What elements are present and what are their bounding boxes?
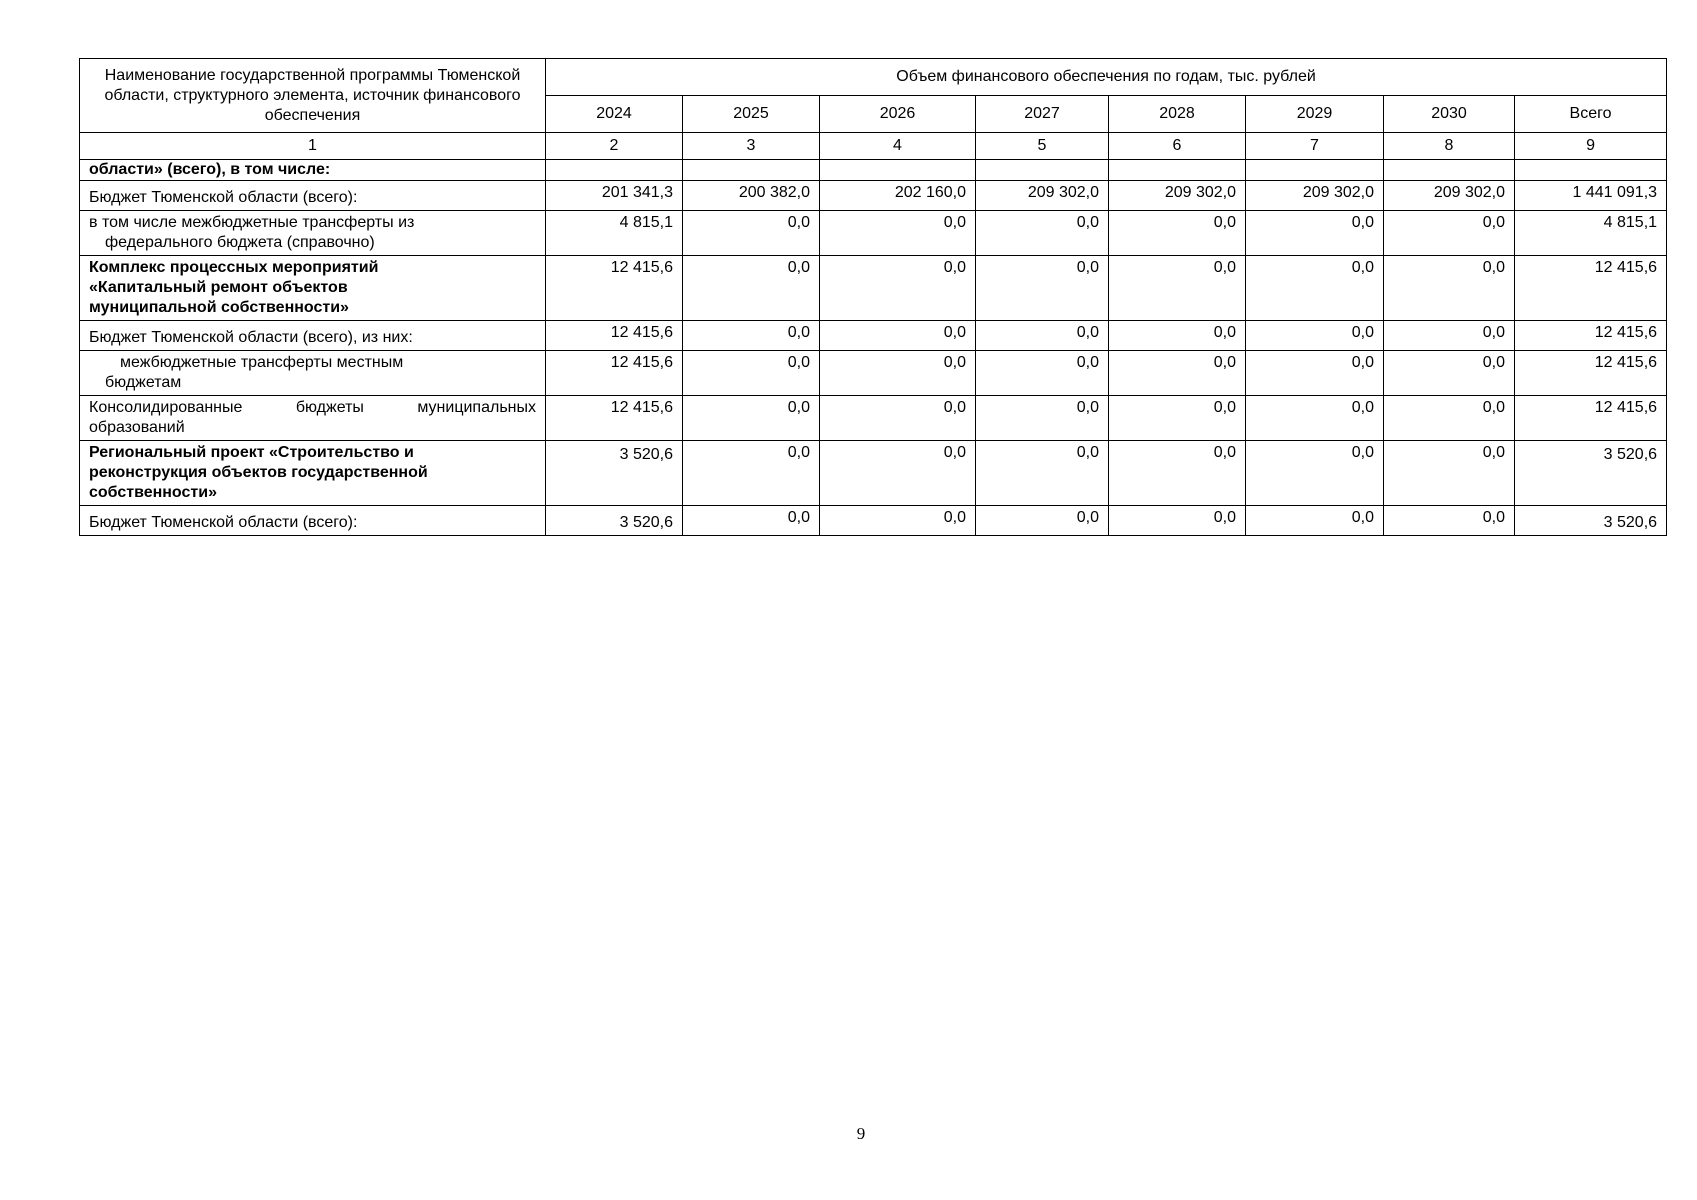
value-cell: 0,0 [1246, 351, 1384, 396]
row-label: Консолидированные бюджеты муниципальных образований [80, 396, 546, 441]
year-header: 2029 [1246, 96, 1384, 133]
value-cell: 209 302,0 [1109, 181, 1246, 211]
table-row [80, 441, 1667, 506]
name-column-header: Наименование государственной программы Тюменской области, структурного элемента, источник финансового обеспечения [80, 59, 546, 133]
value-cell: 200 382,0 [683, 181, 820, 211]
row-label-line: межбюджетные трансферты местным [120, 354, 404, 371]
year-header: 2026 [820, 96, 976, 133]
value-cell: 0,0 [1384, 321, 1515, 351]
year-header: 2030 [1384, 96, 1515, 133]
value-cell: 202 160,0 [820, 181, 976, 211]
value-cell: 12 415,6 [1515, 256, 1667, 321]
value-cell: 12 415,6 [546, 351, 683, 396]
value-cell: 0,0 [1109, 321, 1246, 351]
value-cell: 0,0 [1246, 506, 1384, 536]
row-label [80, 351, 546, 396]
table-row [80, 321, 1667, 351]
value-cell: 209 302,0 [1246, 181, 1384, 211]
value-cell: 0,0 [976, 506, 1109, 536]
row-label: Комплекс процессных мероприятий «Капитальный ремонт объектов муниципальной собственности» [80, 256, 546, 321]
value-cell: 0,0 [820, 321, 976, 351]
column-number: 4 [820, 133, 976, 160]
value-cell: 0,0 [976, 351, 1109, 396]
value-cell: 0,0 [1109, 396, 1246, 441]
value-cell: 209 302,0 [976, 181, 1109, 211]
value-cell: 0,0 [1246, 441, 1384, 506]
value-cell: 12 415,6 [1515, 351, 1667, 396]
row-label-line: федерального бюджета (справочно) [105, 234, 375, 251]
value-cell [546, 160, 683, 181]
value-cell: 209 302,0 [1384, 181, 1515, 211]
column-number: 1 [80, 133, 546, 160]
value-cell: 0,0 [820, 256, 976, 321]
year-header: 2028 [1109, 96, 1246, 133]
value-cell: 12 415,6 [546, 256, 683, 321]
value-cell: 12 415,6 [1515, 321, 1667, 351]
value-cell: 0,0 [1109, 211, 1246, 256]
year-header: 2027 [976, 96, 1109, 133]
value-cell: 1 441 091,3 [1515, 181, 1667, 211]
value-cell: 0,0 [1109, 351, 1246, 396]
value-cell: 0,0 [1246, 256, 1384, 321]
total-header: Всего [1515, 96, 1667, 133]
value-cell: 0,0 [820, 506, 976, 536]
table-row [80, 211, 1667, 256]
value-cell: 3 520,6 [546, 441, 683, 506]
header-row-column-numbers [80, 133, 1667, 160]
value-cell: 0,0 [1246, 211, 1384, 256]
column-number: 2 [546, 133, 683, 160]
table-header [80, 59, 1667, 160]
table-row [80, 396, 1667, 441]
value-cell: 0,0 [820, 441, 976, 506]
value-cell: 4 815,1 [546, 211, 683, 256]
value-cell: 0,0 [1384, 506, 1515, 536]
year-header: 2025 [683, 96, 820, 133]
value-cell: 0,0 [1384, 256, 1515, 321]
value-cell: 0,0 [1246, 396, 1384, 441]
column-number: 6 [1109, 133, 1246, 160]
row-label: Бюджет Тюменской области (всего): [80, 181, 546, 211]
table-row [80, 506, 1667, 536]
value-cell [1515, 160, 1667, 181]
value-cell: 0,0 [683, 211, 820, 256]
value-cell: 3 520,6 [1515, 441, 1667, 506]
column-number: 7 [1246, 133, 1384, 160]
value-cell [1109, 160, 1246, 181]
value-cell: 0,0 [1109, 256, 1246, 321]
value-cell: 12 415,6 [546, 396, 683, 441]
volume-header: Объем финансового обеспечения по годам, тыс. рублей [546, 59, 1667, 96]
value-cell: 0,0 [1384, 351, 1515, 396]
year-header: 2024 [546, 96, 683, 133]
header-row-top [80, 59, 1667, 96]
page-number: 9 [856, 1124, 866, 1143]
row-label: области» (всего), в том числе: [80, 160, 546, 181]
value-cell: 3 520,6 [1515, 506, 1667, 536]
value-cell [820, 160, 976, 181]
row-label: Региональный проект «Строительство и реконструкция объектов государственной собственности» [80, 441, 546, 506]
row-label: Бюджет Тюменской области (всего), из них: [80, 321, 546, 351]
value-cell [976, 160, 1109, 181]
value-cell: 0,0 [820, 211, 976, 256]
value-cell: 0,0 [1384, 396, 1515, 441]
row-label-line: в том числе межбюджетные трансферты из [89, 214, 415, 231]
table-row [80, 256, 1667, 321]
table-row [80, 181, 1667, 211]
value-cell: 0,0 [1109, 506, 1246, 536]
column-number: 8 [1384, 133, 1515, 160]
table-row [80, 160, 1667, 181]
column-number: 9 [1515, 133, 1667, 160]
column-number: 3 [683, 133, 820, 160]
value-cell: 0,0 [1384, 441, 1515, 506]
value-cell: 0,0 [820, 396, 976, 441]
value-cell: 4 815,1 [1515, 211, 1667, 256]
row-label-line: бюджетам [105, 374, 182, 391]
value-cell: 3 520,6 [546, 506, 683, 536]
value-cell: 0,0 [683, 506, 820, 536]
value-cell [1384, 160, 1515, 181]
table-body [80, 160, 1667, 536]
value-cell: 0,0 [976, 256, 1109, 321]
row-label: Бюджет Тюменской области (всего): [80, 506, 546, 536]
value-cell: 0,0 [1246, 321, 1384, 351]
value-cell: 0,0 [683, 256, 820, 321]
value-cell: 0,0 [683, 321, 820, 351]
row-label [80, 211, 546, 256]
value-cell: 12 415,6 [546, 321, 683, 351]
value-cell: 0,0 [976, 211, 1109, 256]
column-number: 5 [976, 133, 1109, 160]
value-cell: 0,0 [820, 351, 976, 396]
value-cell: 0,0 [976, 396, 1109, 441]
value-cell: 201 341,3 [546, 181, 683, 211]
value-cell [1246, 160, 1384, 181]
value-cell [683, 160, 820, 181]
value-cell: 12 415,6 [1515, 396, 1667, 441]
value-cell: 0,0 [683, 396, 820, 441]
value-cell: 0,0 [1109, 441, 1246, 506]
value-cell: 0,0 [683, 441, 820, 506]
value-cell: 0,0 [976, 441, 1109, 506]
table-row [80, 351, 1667, 396]
value-cell: 0,0 [976, 321, 1109, 351]
financing-table [79, 58, 1667, 536]
value-cell: 0,0 [1384, 211, 1515, 256]
value-cell: 0,0 [683, 351, 820, 396]
